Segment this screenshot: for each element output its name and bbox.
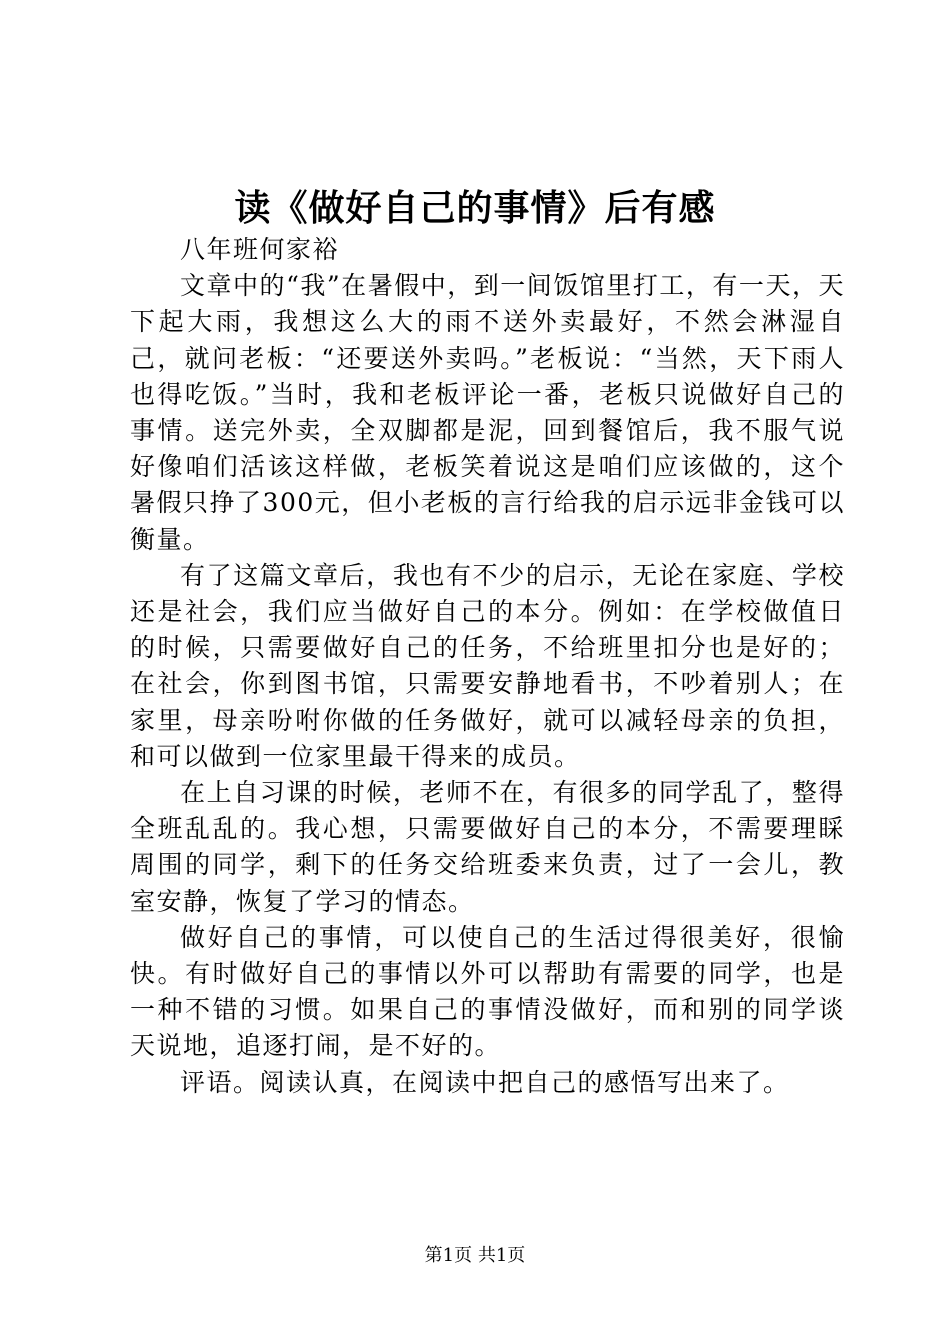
page-footer: 第1页 共1页 [424, 1245, 526, 1266]
author-line: 八年班何家裕 [180, 235, 340, 264]
page-title: 读《做好自己的事情》后有感 [234, 187, 716, 229]
paragraph-4: 做好自己的事情，可以使自己的生活过得很美好，很愉快。有时做好自己的事情以外可以帮助有需要的同学，也是一种不错的习惯。如果自己的事情没做好，而和别的同学谈天说地，追逐打闹，是不好的。 [130, 922, 845, 1061]
teacher-comment: 评语。阅读认真，在阅读中把自己的感悟写出来了。 [180, 1067, 790, 1097]
paragraph-3: 在上自习课的时候，老师不在，有很多的同学乱了，整得全班乱乱的。我心想，只需要做好自己的本分，不需要理睬周围的同学，剩下的任务交给班委来负责，过了一会儿，教室安静，恢复了学习的情态。 [130, 778, 845, 916]
article-body [130, 232, 845, 1101]
paragraph-2: 有了这篇文章后，我也有不少的启示，无论在家庭、学校还是社会，我们应当做好自己的本分。例如：在学校做值日的时候，只需要做好自己的任务，不给班里扣分也是好的；在社会，你到图书馆，只需要安静地看书，不吵着别人；在家里，母亲吩咐你做的任务做好，就可以减轻母亲的负担，和可以做到一位家里最干得来的成员。 [130, 560, 845, 771]
paragraph-1: 文章中的“我”在暑假中，到一间饭馆里打工，有一天，天下起大雨，我想这么大的雨不送外卖最好，不然会淋湿自己，就问老板：“还要送外卖吗。”老板说：“当然，天下雨人也得吃饭。”当时，我和老板评论一番，老板只说做好自己的事情。送完外卖，全双脚都是泥，回到餐馆后，我不服气说好像咱们活该这样做，老板笑着说这是咱们应该做的，这个暑假只挣了300元，但小老板的言行给我的启示远非金钱可以衡量。 [130, 271, 845, 554]
